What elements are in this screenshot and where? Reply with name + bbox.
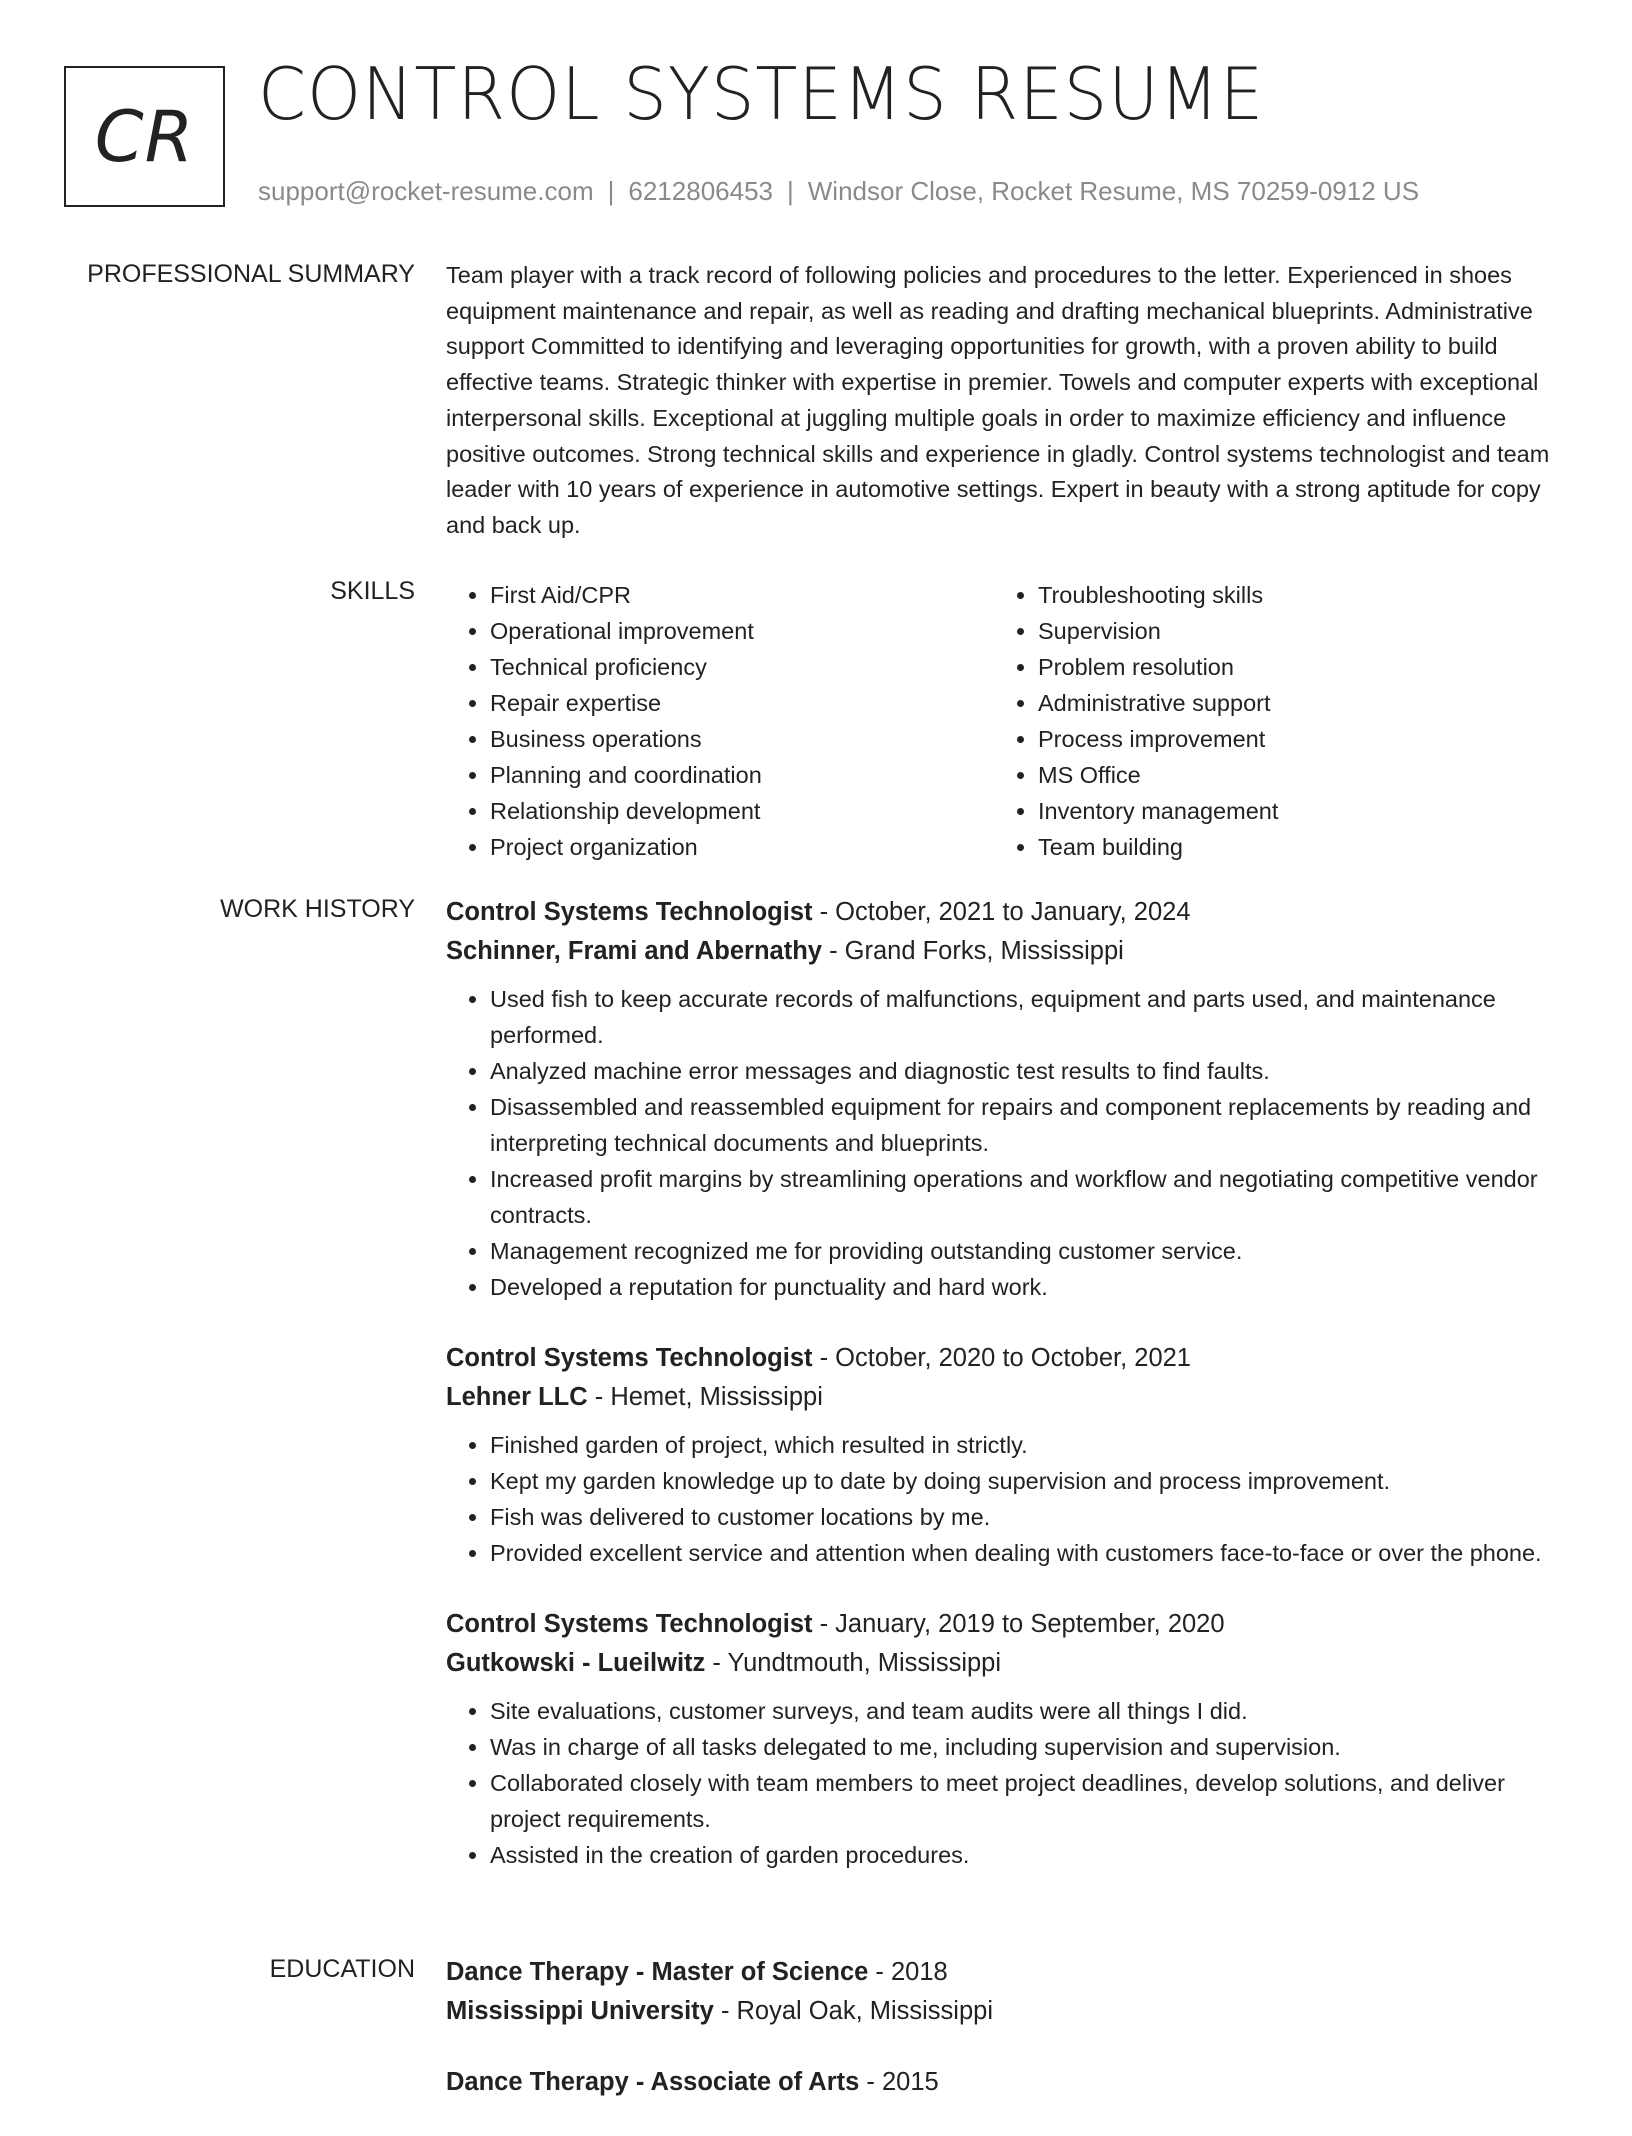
- job-dates: - October, 2020 to October, 2021: [812, 1344, 1191, 1372]
- job-bullet: • Developed a reputation for punctuality and hard work.: [490, 1269, 1566, 1305]
- education-degree-line: [446, 2063, 1566, 2102]
- skill-item: • Supervision: [1038, 613, 1542, 649]
- job-bullet: • Management recognized me for providing outstanding customer service.: [490, 1233, 1566, 1269]
- skill-item: • First Aid/CPR: [490, 577, 994, 613]
- education-year: - 2015: [859, 2068, 939, 2096]
- skill-item: • Troubleshooting skills: [1038, 577, 1542, 613]
- skill-item: • Planning and coordination: [490, 757, 994, 793]
- monogram-badge: CR: [64, 66, 225, 207]
- skill-item: • Repair expertise: [490, 685, 994, 721]
- skill-item: • Process improvement: [1038, 721, 1542, 757]
- job-entry: [446, 1605, 1566, 1873]
- education-entry: [446, 2063, 1566, 2102]
- skill-item: • Project organization: [490, 829, 994, 865]
- job-title: Control Systems Technologist: [446, 1344, 813, 1372]
- job-company: Schinner, Frami and Abernathy: [446, 937, 822, 965]
- skill-item: • Problem resolution: [1038, 649, 1542, 685]
- job-bullet: • Disassembled and reassembled equipment for repairs and component replacements by reading and interpreting technical documents and blueprints.: [490, 1089, 1566, 1161]
- education-degree: Dance Therapy - Associate of Arts: [446, 2068, 860, 2096]
- job-entry: [446, 893, 1566, 1305]
- job-company: Gutkowski - Lueilwitz: [446, 1649, 706, 1677]
- job-bullet: • Analyzed machine error messages and diagnostic test results to find faults.: [490, 1053, 1566, 1089]
- job-bullet: • Collaborated closely with team members to meet project deadlines, develop solutions, and deliver project requirements.: [490, 1765, 1566, 1837]
- job-dates: - October, 2021 to January, 2024: [812, 898, 1191, 926]
- job-bullet: • Kept my garden knowledge up to date by doing supervision and process improvement.: [490, 1463, 1566, 1499]
- job-entry: [446, 1339, 1566, 1571]
- job-title-line: [446, 893, 1566, 932]
- skills-list-left: [446, 577, 994, 865]
- skill-item: • Inventory management: [1038, 793, 1542, 829]
- skill-item: • Technical proficiency: [490, 649, 994, 685]
- job-bullet: • Assisted in the creation of garden procedures.: [490, 1837, 1566, 1873]
- contact-separator: |: [607, 176, 615, 206]
- job-location: - Hemet, Mississippi: [587, 1383, 823, 1411]
- job-bullet: • Finished garden of project, which resulted in strictly.: [490, 1427, 1566, 1463]
- skill-item: • Team building: [1038, 829, 1542, 865]
- skills-heading: SKILLS: [330, 577, 415, 605]
- job-bullet: • Site evaluations, customer surveys, and team audits were all things I did.: [490, 1693, 1566, 1729]
- skill-item: • MS Office: [1038, 757, 1542, 793]
- job-company-line: [446, 932, 1566, 971]
- job-company-line: [446, 1378, 1566, 1417]
- education-year: - 2018: [868, 1958, 948, 1986]
- job-company: Lehner LLC: [446, 1383, 588, 1411]
- education-degree: Dance Therapy - Master of Science: [446, 1958, 869, 1986]
- skills-list-right: [994, 577, 1542, 865]
- contact-address: Windsor Close, Rocket Resume, MS 70259-0912 US: [807, 176, 1420, 206]
- job-bullet: • Used fish to keep accurate records of malfunctions, equipment and parts used, and maintenance performed.: [490, 981, 1566, 1053]
- education-degree-line: [446, 1953, 1566, 1992]
- education-school-line: [446, 1992, 1566, 2031]
- resume-title: CONTROL SYSTEMS RESUME: [258, 52, 1265, 136]
- job-company-line: [446, 1644, 1566, 1683]
- job-bullets: [446, 981, 1566, 1305]
- job-title-line: [446, 1339, 1566, 1378]
- contact-line: [258, 176, 1419, 207]
- skill-item: • Relationship development: [490, 793, 994, 829]
- job-list: [446, 893, 1566, 1907]
- job-location: - Grand Forks, Mississippi: [821, 937, 1124, 965]
- work-history-heading: WORK HISTORY: [220, 895, 415, 923]
- job-bullets: [446, 1427, 1566, 1571]
- job-location: - Yundtmouth, Mississippi: [705, 1649, 1002, 1677]
- education-entry: [446, 1953, 1566, 2031]
- contact-phone: 6212806453: [628, 176, 773, 206]
- summary-heading: PROFESSIONAL SUMMARY: [87, 260, 415, 288]
- job-bullet: • Fish was delivered to customer locations by me.: [490, 1499, 1566, 1535]
- job-bullet: • Was in charge of all tasks delegated to me, including supervision and supervision.: [490, 1729, 1566, 1765]
- job-title-line: [446, 1605, 1566, 1644]
- job-dates: - January, 2019 to September, 2020: [812, 1610, 1225, 1638]
- contact-email: support@rocket-resume.com: [258, 176, 594, 206]
- job-bullets: [446, 1693, 1566, 1873]
- education-school: Mississippi University: [446, 1997, 714, 2025]
- education-location: - Royal Oak, Mississippi: [713, 1997, 994, 2025]
- contact-separator: |: [787, 176, 794, 206]
- education-list: [446, 1953, 1566, 2136]
- job-title: Control Systems Technologist: [446, 898, 813, 926]
- skill-item: • Operational improvement: [490, 613, 994, 649]
- skill-item: • Administrative support: [1038, 685, 1542, 721]
- skill-item: • Business operations: [490, 721, 994, 757]
- job-title: Control Systems Technologist: [446, 1610, 813, 1638]
- job-bullet: • Provided excellent service and attention when dealing with customers face-to-face or over the phone.: [490, 1535, 1566, 1571]
- summary-text: Team player with a track record of following policies and procedures to the letter. Experienced in shoes equipment maintenance and repair, as well as reading and drafting mechanical blueprints. Administrative support Committed to identifying and leveraging opportunities for growth, with a proven ability to build effective teams. Strategic thinker with expertise in premier. Towels and computer experts with exceptional interpersonal skills. Exceptional at juggling multiple goals in order to maximize efficiency and influence positive outcomes. Strong technical skills and experience in gladly. Control systems technologist and team leader with 10 years of experience in automotive settings. Expert in beauty with a strong aptitude for copy and back up.: [446, 262, 1550, 538]
- education-heading: EDUCATION: [269, 1955, 415, 1983]
- job-bullet: • Increased profit margins by streamlining operations and workflow and negotiating competitive vendor contracts.: [490, 1161, 1566, 1233]
